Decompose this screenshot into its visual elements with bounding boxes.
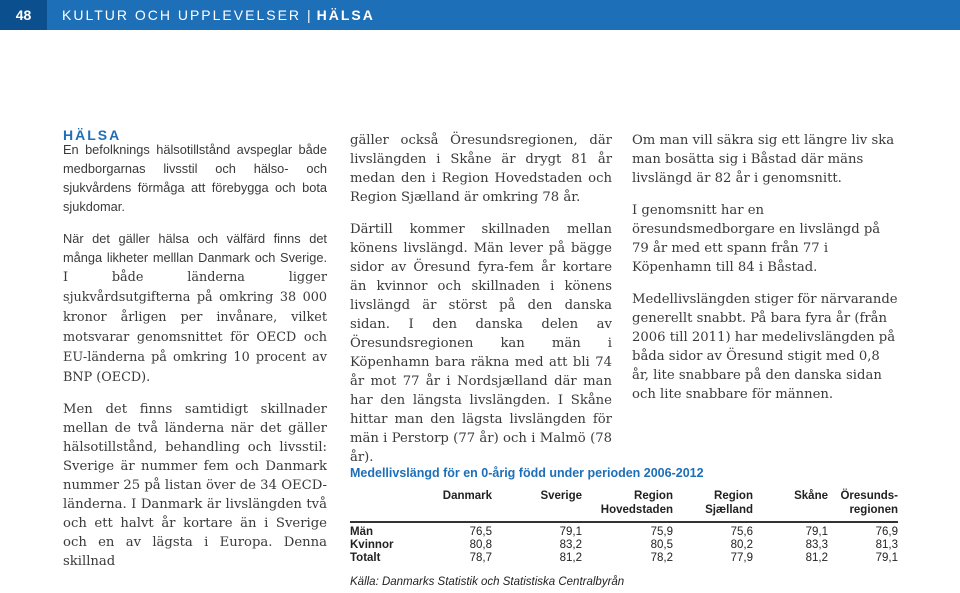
cell: 79,1 — [559, 525, 582, 538]
text-column-1 — [63, 140, 327, 584]
page-number: 48 — [0, 0, 47, 30]
paragraph — [63, 229, 327, 387]
cell: 75,6 — [730, 525, 753, 538]
paragraph: En befolknings hälsotillstånd avspeglar både medborgarnas livsstil och hälso- och sjukvårdens förmåga att förebygga och bota sjukdomar. — [63, 142, 327, 214]
cell: 80,5 — [650, 538, 673, 551]
cell: 76,5 — [469, 525, 492, 538]
subsection-name: HÄLSA — [316, 7, 375, 23]
section-separator: | — [307, 7, 311, 23]
cell: 83,3 — [805, 538, 828, 551]
text-column-2 — [350, 131, 612, 480]
header-cell: Skåne — [794, 490, 828, 502]
header-cell: Öresunds- regionen — [840, 490, 898, 516]
header-cell: Region Sjælland — [705, 490, 753, 516]
header-cell: Danmark — [442, 490, 492, 502]
paragraph: gäller också Öresundsregionen, där livslängden i Skåne är drygt 81 år medan den i Region Hovedstaden och Region Sjælland är omkring 78 år. — [350, 133, 612, 205]
article-heading: HÄLSA — [63, 127, 122, 143]
paragraph-sans-part: När det gäller hälsa och välfärd finns det många likheter melllan Danmark och Sverige. — [63, 231, 327, 265]
cell: 83,2 — [559, 538, 582, 551]
header-cell: Region Hovedstaden — [600, 490, 673, 516]
cell: 79,1 — [875, 551, 898, 564]
cell: 77,9 — [730, 551, 753, 564]
cell: 81,2 — [559, 551, 582, 564]
cell: 78,7 — [469, 551, 492, 564]
cell: 75,9 — [650, 525, 673, 538]
table-row — [350, 552, 898, 565]
cell: 76,9 — [875, 525, 898, 538]
table-title: Medellivslängd för en 0-årig född under perioden 2006-2012 — [350, 466, 704, 480]
table-grid — [350, 489, 898, 565]
cell: 81,3 — [875, 538, 898, 551]
cell: 79,1 — [805, 525, 828, 538]
table-row — [350, 539, 898, 552]
page-header-bar — [0, 0, 960, 30]
paragraph-serif-part: I både länderna ligger sjukvårdsutgifterna på omkring 38 000 kronor årligen per invånare, vilket motsvarar genomsnittet för OECD och EU-länderna på omkring 10 procent av BNP (OECD). — [63, 270, 327, 385]
section-title — [62, 7, 375, 23]
cell: 81,2 — [805, 551, 828, 564]
header-cell — [350, 489, 402, 521]
paragraph: Medellivslängden stiger för närvarande generellt snabbt. På bara fyra år (från 2006 till 2011) har medelivslängden på båda sidor av Öresund stigit med 0,8 år, lite snabbare på den danska sidan och lite snabbare för männen. — [632, 292, 898, 402]
table-source: Källa: Danmarks Statistik och Statistiska Centralbyrån — [350, 576, 625, 588]
row-label: Totalt — [350, 551, 381, 564]
table-row — [350, 526, 898, 539]
table-header-row — [350, 489, 898, 521]
header-cell: Sverige — [540, 490, 582, 502]
cell: 80,8 — [469, 538, 492, 551]
table-rule — [350, 521, 898, 523]
text-column-3 — [632, 131, 898, 417]
row-label: Män — [350, 525, 373, 538]
paragraph: Därtill kommer skillnaden mellan könens livslängd. Män lever på bägge sidor av Öresund fyra-fem år kortare än kvinnor och skillnaden i könens livslängd är störst på den danska sidan. I den danska delen av Öresundsregionen kan män i Köpenhamn bara räkna med att bli 74 år mot 77 år i Nordsjælland där man har den längsta livslängden. I Skåne hittar man den lägsta livslängden för män i Perstorp (77 år) och i Malmö (78 år). — [350, 222, 612, 465]
cell: 78,2 — [650, 551, 673, 564]
paragraph: Om man vill säkra sig ett längre liv ska man bosätta sig i Båstad där mäns livslängd är 82 år i genomsnitt. — [632, 133, 895, 186]
paragraph: I genomsnitt har en öresundsmedborgare en livslängd på 79 år med ett spann från 77 i Köpenhamn till 84 i Båstad. — [632, 203, 881, 275]
cell: 80,2 — [730, 538, 753, 551]
section-name: KULTUR OCH UPPLEVELSER — [62, 7, 302, 23]
paragraph: Men det finns samtidigt skillnader mellan de två länderna när det gäller hälsotillstånd, behandling och livsstil: Sverige är nummer fem och Danmark nummer 25 på listan över de 34 OECD-länderna. I Danmark är livslängden två och ett halvt år kortare än i Sverige och en av lägsta i Europa. Denna skillnad — [63, 402, 327, 569]
row-label: Kvinnor — [350, 538, 394, 551]
